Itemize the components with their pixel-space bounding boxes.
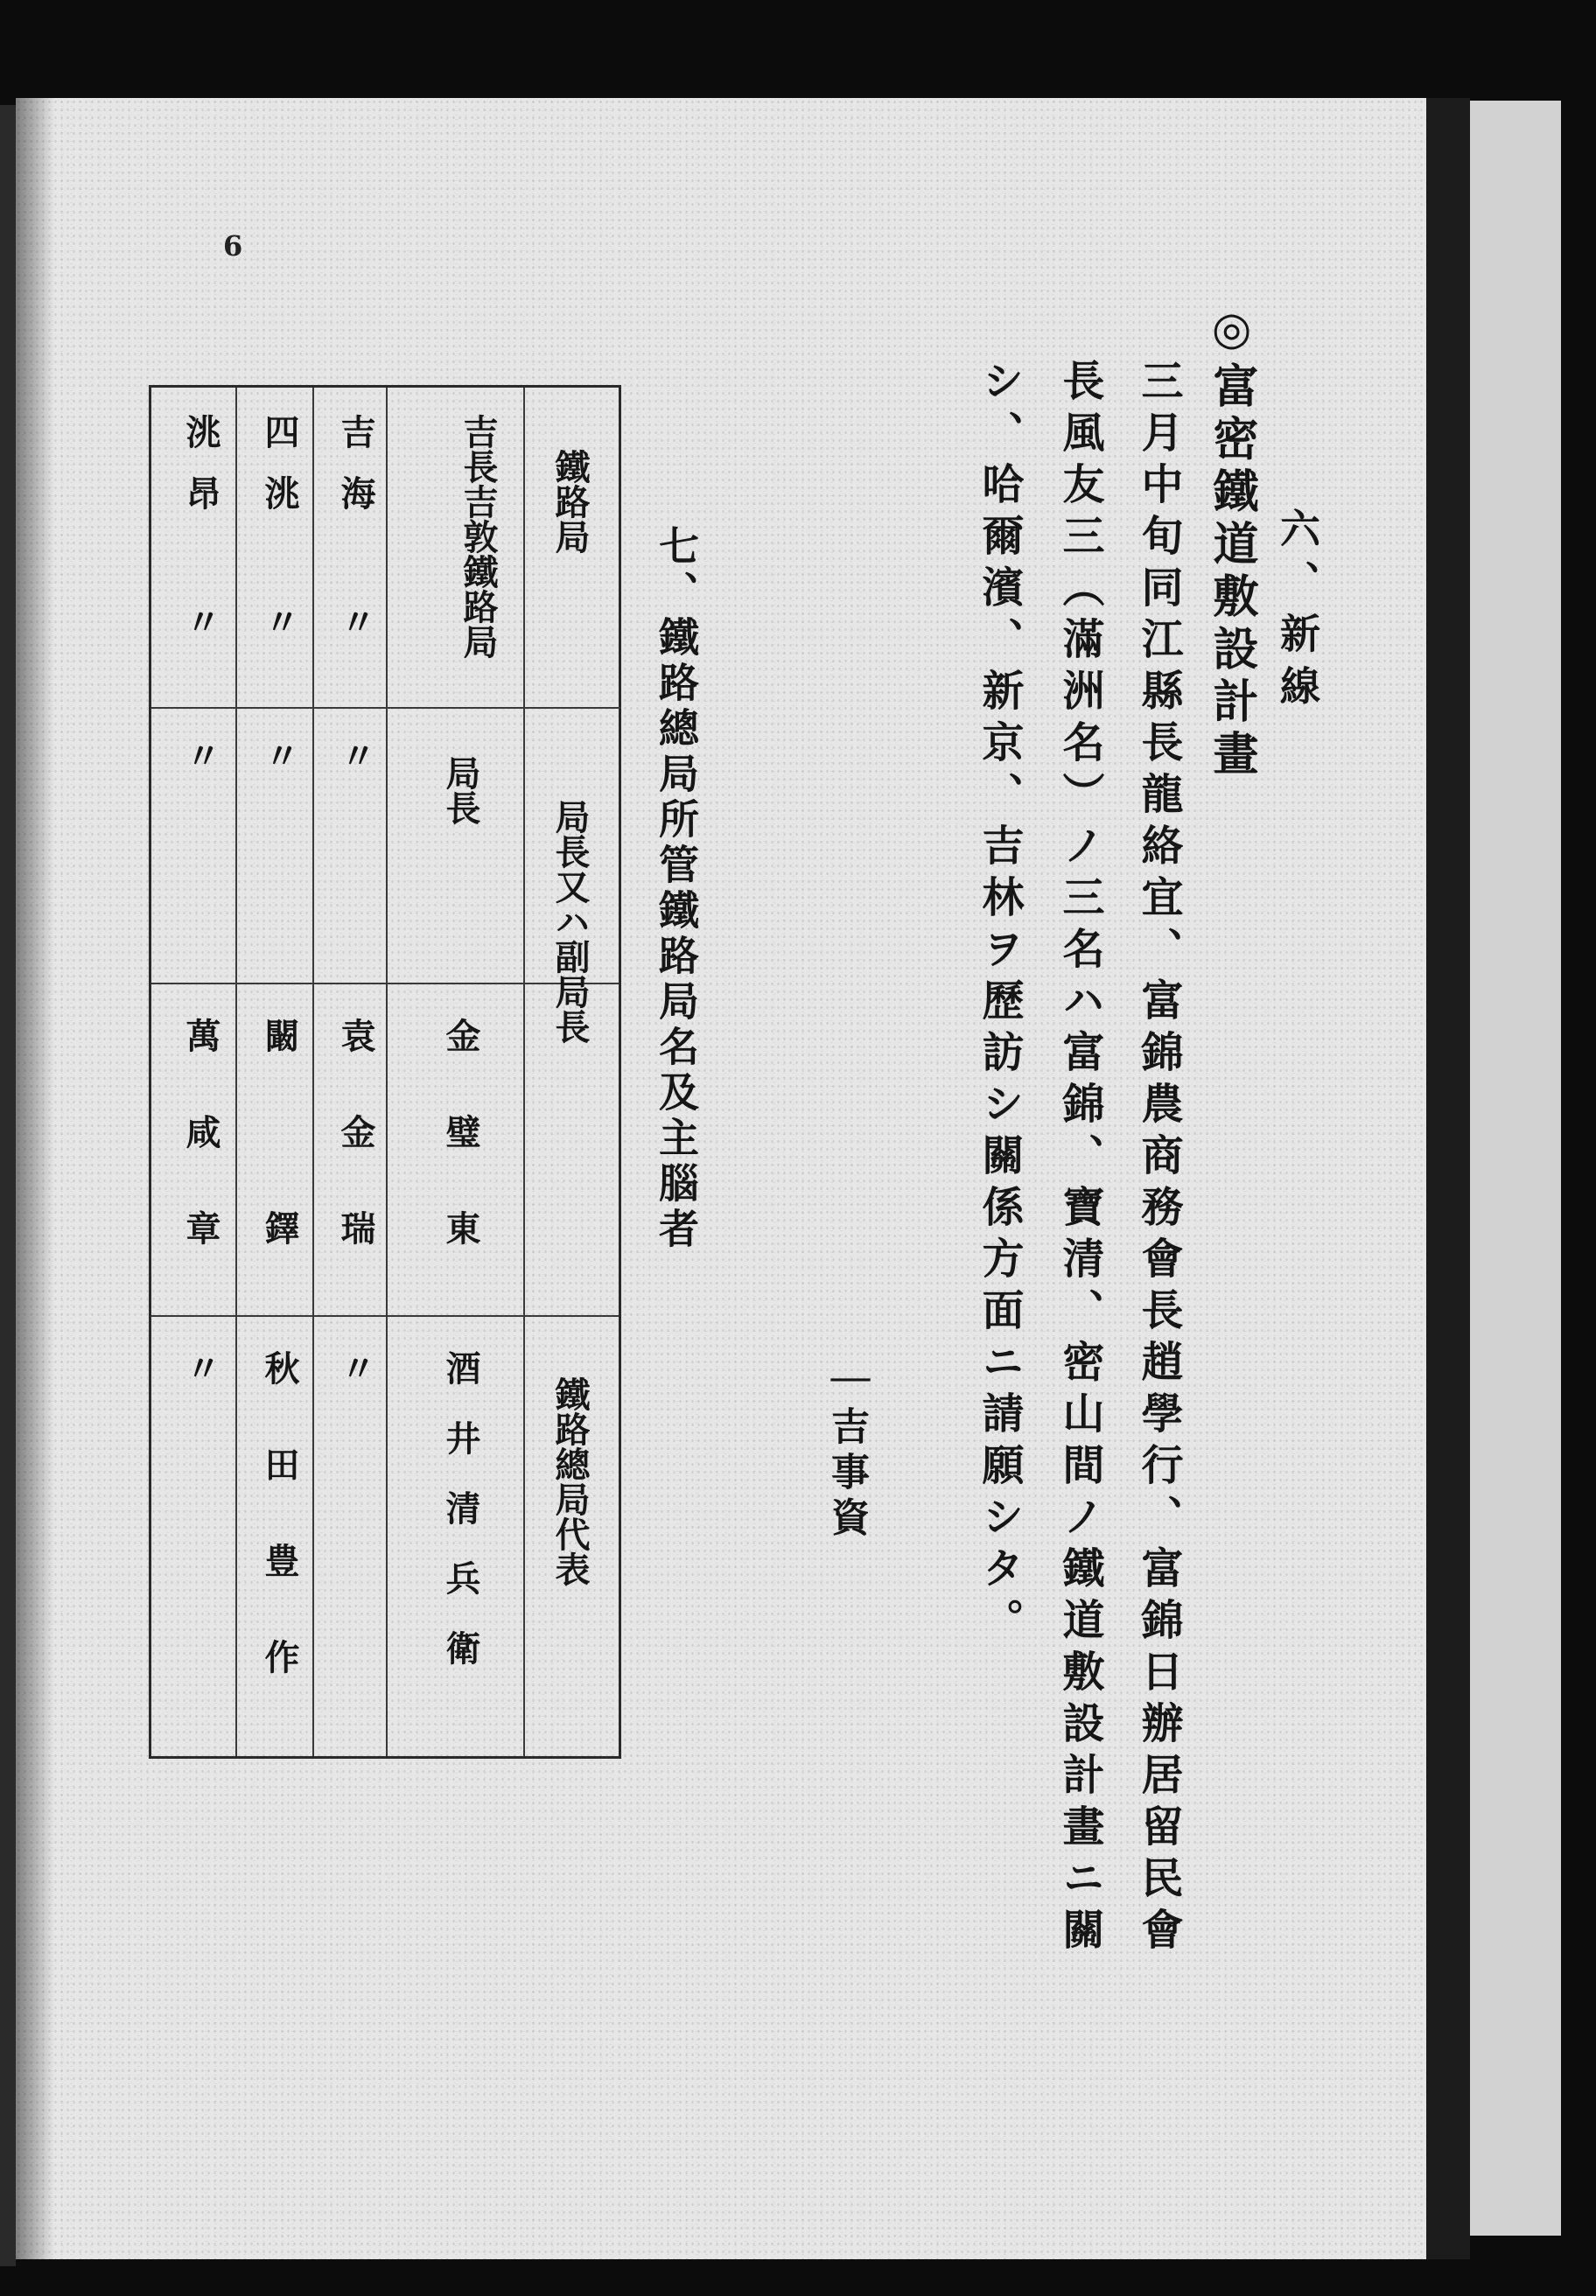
table-cell: 〃	[259, 738, 300, 773]
table-cell: 〃	[180, 1350, 221, 1385]
table-cell: 秋田豊作	[259, 1350, 300, 1735]
book-gutter	[1426, 98, 1470, 2259]
section6-source: ｜吉事資	[824, 1361, 869, 1543]
table-cell: 〃	[335, 1350, 376, 1385]
table-cell: 〃	[180, 738, 221, 773]
table-divider	[386, 707, 621, 709]
section6-heading: ◎富密鐵道敷設計畫	[1205, 302, 1258, 782]
section7-title: 七、鐵路總局所管鐵路局名及主腦者	[653, 525, 700, 1253]
table-cell: 洮昂 〃	[180, 414, 221, 665]
page-shadow	[16, 98, 54, 2259]
table-cell: 吉長吉敦鐵路局	[458, 414, 499, 659]
section6-line-3: シ、哈爾濱、新京、吉林ヲ歷訪シ關係方面ニ請願シタ。	[975, 359, 1024, 1649]
section6-line-1: 三月中旬同江縣長龍絡宜、富錦農商務會長趙學行、富錦日辦居留民會	[1134, 359, 1183, 1959]
table-cell: 萬咸章	[180, 1018, 221, 1306]
section6-line-2: 長風友三（滿洲名）ノ三名ハ富錦、寶清、密山間ノ鐵道敷設計畫ニ關	[1055, 359, 1104, 1959]
table-header-representative: 鐵路總局代表	[550, 1376, 591, 1586]
table-divider	[312, 388, 314, 1756]
table-divider	[151, 1315, 619, 1317]
next-page-edge	[1470, 101, 1561, 2236]
table-divider	[523, 388, 525, 1756]
table-header-bureau: 鐵路局	[550, 449, 591, 554]
table-cell: 吉海 〃	[335, 414, 376, 665]
section6-title: 六、新線	[1274, 508, 1321, 718]
table-cell: 金璧東	[440, 1018, 481, 1306]
table-cell: 酒井清兵衛	[440, 1350, 481, 1700]
table-cell: 闞鐸	[259, 1018, 300, 1403]
table-cell: 〃	[335, 738, 376, 773]
table-header-director: 局長又ハ副局長	[550, 799, 591, 1044]
left-page-edge	[0, 105, 16, 2266]
table-divider	[386, 388, 388, 1756]
table-cell: 四洮 〃	[259, 414, 300, 665]
table-cell: 袁金瑞	[335, 1018, 376, 1306]
table-cell: 局長	[440, 755, 481, 825]
page-number: 6	[223, 229, 243, 262]
railway-bureau-table	[149, 385, 621, 1759]
table-divider	[235, 388, 237, 1756]
